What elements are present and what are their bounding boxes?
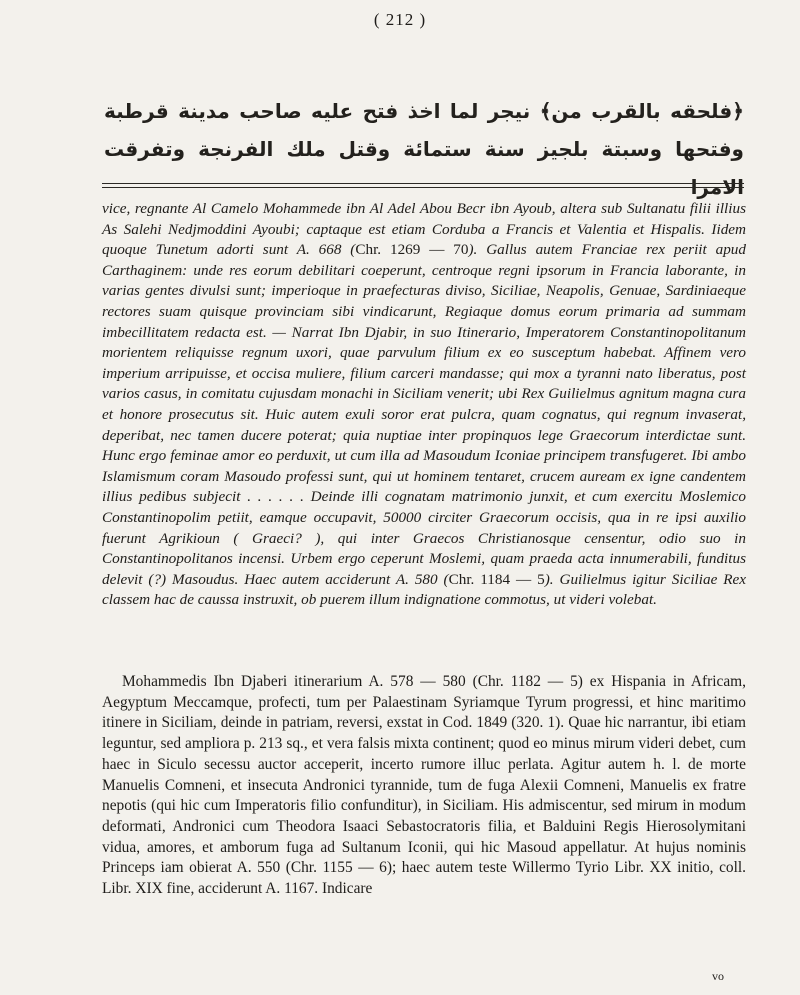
separator-rule bbox=[102, 183, 744, 184]
separator-rule-thin bbox=[102, 187, 744, 188]
commentary-text: ). Gallus autem Franciae rex periit apud Carthaginem: unde res eorum debilitari coeperunt, centroque regni ipsorum in Francia laborante, in varias gentes divulsi sunt; imperioque in praefecturas diviso, Siciliae, Neapolis, Genuae, Sardiniaeque rectores suam quisque provinciam sibi vindicarunt, Regiaque domus eorum primaria ad summam imbecillitatem redacta est. — Narrat Ibn Djabir, in suo Itinerario, Imperatorem Constantinopolitanum morientem reliquisse regnum uxori, quae parvulum filium ex eo susceptum habebat. Affinem vero imperium arripuisse, et occisa muliere, filium carceri mandasse; qui mox a tyranni nato liberatus, post varios casus, in comitatu cujusdam monachi in Siciliam venerit; ubi Rex Guilielmus agnitum magna cura et honore prosecutus sit. Huic autem exuli soror erat pulcra, quam cognatus, qui regnum invaserat, deperibat, nec tamen ducere poterat; quia nuptiae inter propinquos lege Graecorum interdictae sunt. Hunc ergo feminae amor eo perduxit, ut cum illa ad Masoudum Iconiae principem transfugeret. Ibi ambo Islamismum coram Masoudo professi sunt, qui ut hominem tentaret, crucem auream ex igne candentem illius pedibus subjecit . . . . . . Deinde illi cognatam matrimonio junxit, et cum exercitu Moslemico Constantinopolim petiit, eamque occupavit, 50000 circiter Graecorum occisis, qua in re ipsi auxilio fuerunt Agrikioun ( Graeci? ), qui inter Graecos Christianosque censentur, odio suo in Constantinopolitanos incensi. Urbem ergo ceperunt Moslemi, quam praeda acta innumerabili, funditus delevit (?) Masoudus. Haec autem acciderunt A. 580 ( bbox=[102, 241, 746, 588]
arabic-text-block: ﴿فلحقه بالقرب من﴾ نيجر لما اخذ فتح عليه صاحب مدينة قرطبة وفتحها وسبتة بلجيز سنة ستمائة وقتل ملك الفرنجة وتفرقت الامرا bbox=[104, 99, 744, 199]
catchword: vo bbox=[712, 969, 724, 983]
commentary-date: Chr. 1269 — 70 bbox=[355, 241, 469, 259]
commentary-text: vice, regnante Al Camelo Mohammede ibn Al Adel Abou Becr ibn Ayoub, altera sub Sultanatu filii illius As Salehi Nedjmoddini Ayoubi; captaque est etiam Corduba a Francis et Valentia et Hispalis. Iidem quoque Tunetum adorti sunt A. 668 ( bbox=[102, 200, 746, 259]
commentary-text: ). Guilielmus igitur Siciliae Rex classem hac de caussa instruxit, ob puerem illum indignatione commotus, ut videri volebat. bbox=[102, 570, 746, 609]
latin-commentary bbox=[102, 199, 746, 611]
commentary-date: Chr. 1184 — 5 bbox=[448, 570, 545, 588]
latin-body-paragraph: Mohammedis Ibn Djaberi itinerarium A. 578 — 580 (Chr. 1182 — 5) ex Hispania in Africam, Aegyptum Meccamque, profecti, tum per Palaestinam Syriamque Tyrum progressi, et hinc maritimo itinere in Siciliam, deinde in patriam, reversi, exstat in Cod. 1849 (320. 1). Quae hic narrantur, ibi etiam leguntur, sed ampliora p. 213 sq., et vera falsis mixta continent; quod eo minus mirum videri debet, cum haec in Siculo secessu auctor acceperit, incerto rumore illuc perlata. Agitur autem h. l. de morte Manuelis Comneni, et insecuta Andronici tyrannide, tum de fuga Alexii Comneni, Manuelis ex fratre nepotis (qui hic cum Imperatoris filio confunditur), in Siciliam. His admiscentur, sed mirum in modum deformati, Andronici cum Theodora Isaaci Sebastocratoris filia, et Balduini Regis Hierosolymitani vidua, amores, et amborum fuga ad Sultanum Iconii, qui hic Masoud appellatur. At hujus nominis Princeps iam obierat A. 550 (Chr. 1155 — 6); haec autem teste Willermo Tyrio Libr. XX initio, coll. Libr. XIX fine, acciderunt A. 1167. Indicare bbox=[102, 673, 746, 898]
page-number: ( 212 ) bbox=[373, 10, 427, 29]
